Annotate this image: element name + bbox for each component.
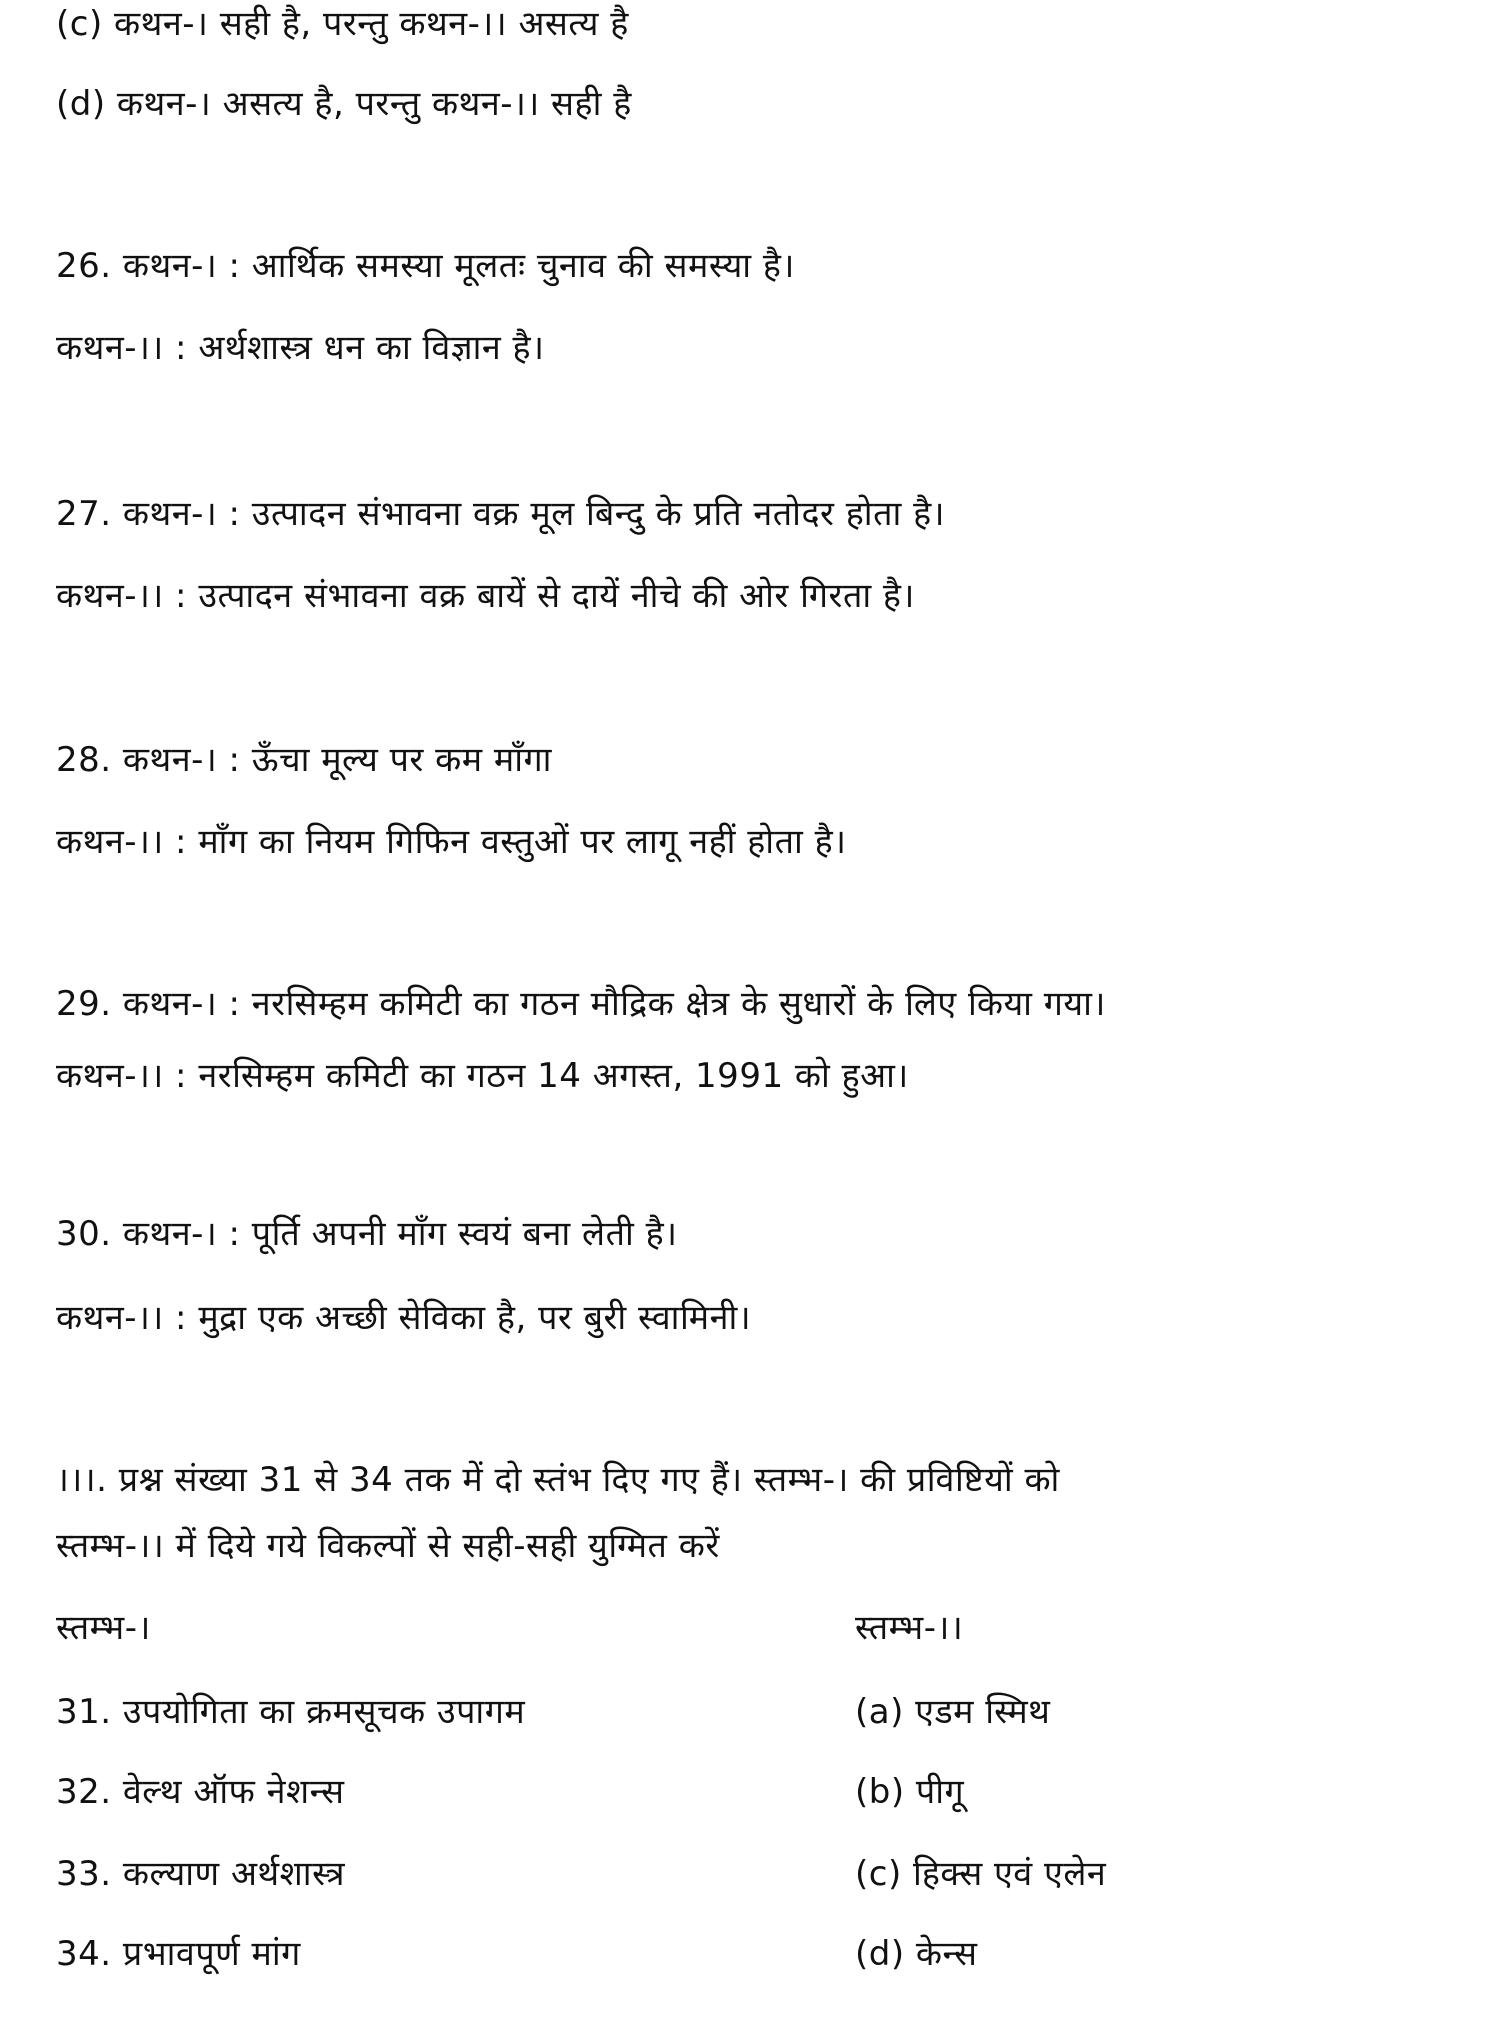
column-2-item: (b) पीगू xyxy=(855,1772,965,1812)
option-d: (d) कथन-। असत्य है, परन्तु कथन-।। सही है xyxy=(56,84,632,124)
column-2-header: स्तम्भ-।। xyxy=(855,1608,964,1648)
question-29-statement-1: 29. कथन-। : नरसिम्हम कमिटी का गठन मौद्रिक क्षेत्र के सुधारों के लिए किया गया। xyxy=(56,984,1106,1024)
question-30-statement-1: 30. कथन-। : पूर्ति अपनी माँग स्वयं बना लेती है। xyxy=(56,1214,678,1254)
column-2-item: (c) हिक्स एवं एलेन xyxy=(855,1854,1107,1894)
question-27-statement-1: 27. कथन-। : उत्पादन संभावना वक्र मूल बिन्दु के प्रति नतोदर होता है। xyxy=(56,494,946,534)
column-2-item: (d) केन्स xyxy=(855,1934,978,1974)
question-26-statement-2: कथन-।। : अर्थशास्त्र धन का विज्ञान है। xyxy=(56,328,545,368)
section-3-instruction-line-2: स्तम्भ-।। में दिये गये विकल्पों से सही-सही युग्मित करें xyxy=(56,1526,720,1566)
question-27-statement-2: कथन-।। : उत्पादन संभावना वक्र बायें से दायें नीचे की ओर गिरता है। xyxy=(56,576,915,616)
column-1-header: स्तम्भ-। xyxy=(56,1608,151,1648)
question-29-statement-2: कथन-।। : नरसिम्हम कमिटी का गठन 14 अगस्त, 1991 को हुआ। xyxy=(56,1056,909,1096)
column-1-item: 33. कल्याण अर्थशास्त्र xyxy=(56,1854,346,1894)
question-26-statement-1: 26. कथन-। : आर्थिक समस्या मूलतः चुनाव की समस्या है। xyxy=(56,246,795,286)
question-28-statement-1: 28. कथन-। : ऊँचा मूल्य पर कम माँगा xyxy=(56,740,552,780)
column-1-item: 32. वेल्थ ऑफ नेशन्स xyxy=(56,1772,345,1812)
column-1-item: 31. उपयोगिता का क्रमसूचक उपागम xyxy=(56,1692,526,1732)
question-28-statement-2: कथन-।। : माँग का नियम गिफिन वस्तुओं पर लागू नहीं होता है। xyxy=(56,822,847,862)
column-2-item: (a) एडम स्मिथ xyxy=(855,1692,1051,1732)
question-30-statement-2: कथन-।। : मुद्रा एक अच्छी सेविका है, पर बुरी स्वामिनी। xyxy=(56,1298,752,1338)
option-c: (c) कथन-। सही है, परन्तु कथन-।। असत्य है xyxy=(56,4,629,44)
section-3-instruction-line-1: ।।।. प्रश्न संख्या 31 से 34 तक में दो स्तंभ दिए गए हैं। स्तम्भ-। की प्रविष्टियों को xyxy=(56,1460,1060,1500)
column-1-item: 34. प्रभावपूर्ण मांग xyxy=(56,1934,301,1974)
